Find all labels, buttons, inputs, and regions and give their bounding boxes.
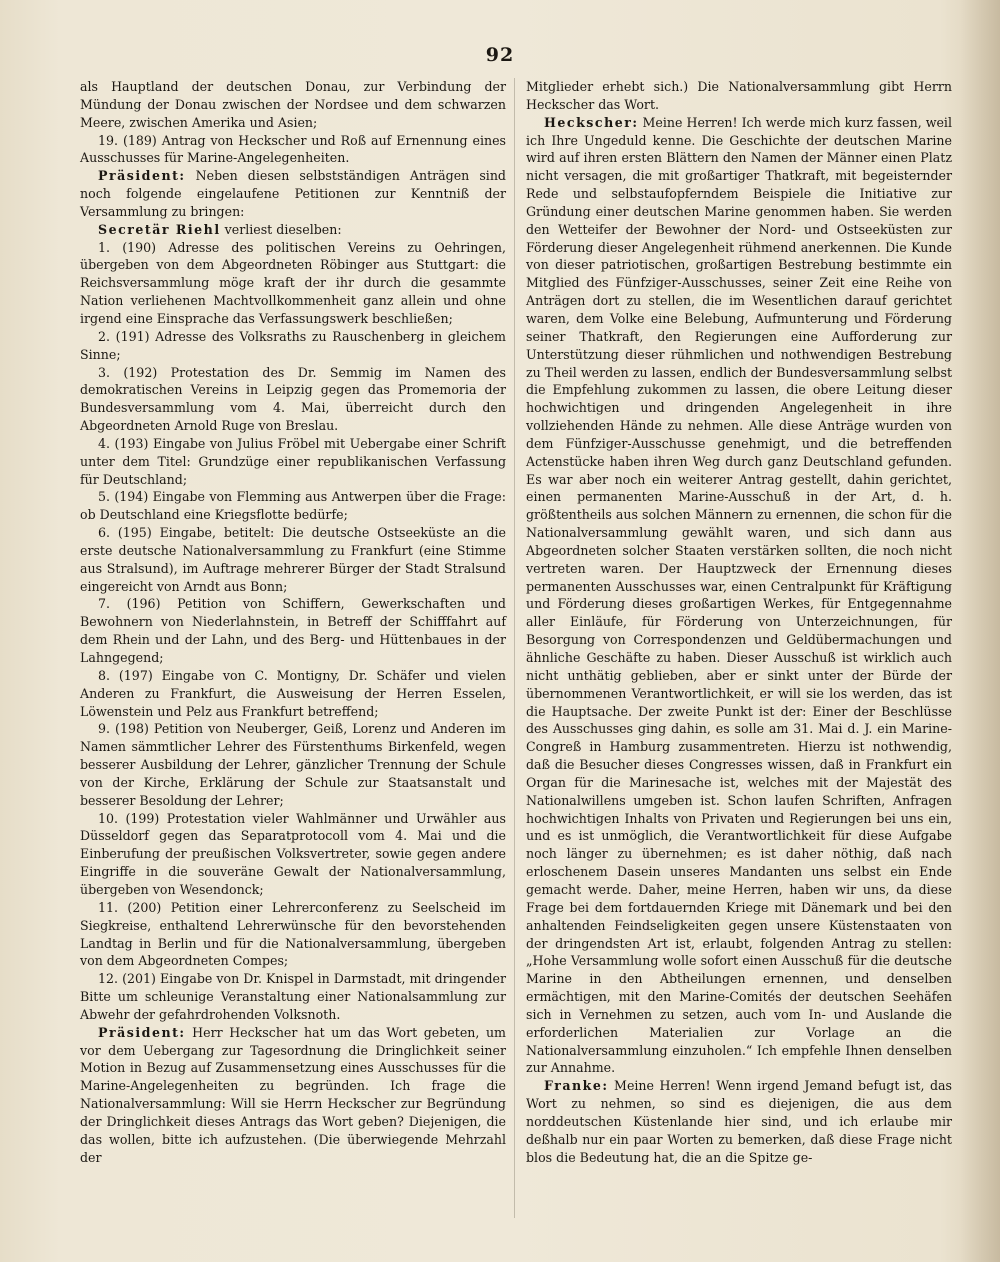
paragraph <box>80 132 506 168</box>
paragraph-text: Neben diesen selbstständigen Anträgen sind noch folgende eingelaufene Petitionen zur Kenntniß der Versammlung zu bringen: <box>80 168 506 219</box>
right-column <box>526 78 952 1166</box>
paragraph <box>80 78 506 132</box>
paragraph-text: 12. (201) Eingabe von Dr. Knispel in Darmstadt, mit dringender Bitte um schleunige Veranstaltung einer Nationalsammlung zur Abwehr der gefahrdrohenden Volksnoth. <box>80 971 506 1022</box>
paragraph-text: 6. (195) Eingabe, betitelt: Die deutsche Ostseeküste an die erste deutsche Nationalversammlung zu Frankfurt (eine Stimme aus Stralsund), im Auftrage mehrerer Bürger der Stadt Stralsund eingereicht von Arndt aus Bonn; <box>80 525 506 594</box>
paragraph <box>526 1077 952 1166</box>
paragraph-text: 3. (192) Protestation des Dr. Semmig im Namen des demokratischen Vereins in Leipzig gegen das Promemoria der Bundesversammlung vom 4. Mai, überreicht durch den Abgeordneten Arnold Ruge von Breslau. <box>80 364 506 434</box>
paragraph <box>80 810 506 899</box>
paragraph-text: 4. (193) Eingabe von Julius Fröbel mit Uebergabe einer Schrift unter dem Titel: Grundzüge einer republikanischen Verfassung für Deutschland; <box>80 435 506 487</box>
paragraph <box>80 221 506 239</box>
paragraph <box>80 364 506 435</box>
page-edge-shadow <box>960 0 1000 1262</box>
paragraph-text: 10. (199) Protestation vieler Wahlmänner und Urwähler aus Düsseldorf gegen das Separatprotocoll vom 4. Mai und die Einberufung der preußischen Volksvertreter, sowie gegen andere Eingriffe in die souveräne Gewalt der Nationalversammlung, übergeben von Wesendonck; <box>80 810 506 897</box>
paragraph <box>80 524 506 595</box>
speaker-name: Präsident: <box>98 168 186 184</box>
paragraph <box>526 114 952 1078</box>
paragraph <box>80 435 506 489</box>
paragraph <box>80 667 506 721</box>
paragraph-text: Herr Heckscher hat um das Wort gebeten, um vor dem Uebergang zur Tagesordnung die Dringlichkeit seiner Motion in Bezug auf Zusammensetzung eines Ausschusses für die Marine-Angelegenheiten zu begründen. Ich frage die Nationalversammlung: Will sie Herrn Heckscher zur Begründung der Dringlichkeit dieses Antrags das Wort geben? Diejenigen, die das wollen, bitte ich aufzustehen. (Die überwiegende Mehrzahl der <box>80 1024 506 1165</box>
paragraph-text: 19. (189) Antrag von Heckscher und Roß auf Ernennung eines Ausschusses für Marine-Angelegenheiten. <box>80 132 506 166</box>
paragraph-text: Mitglieder erhebt sich.) Die Nationalversammlung gibt Herrn Heckscher das Wort. <box>526 79 952 112</box>
paragraph <box>80 167 506 221</box>
page-number: 92 <box>485 44 515 66</box>
left-column <box>80 78 506 1166</box>
speaker-name: Präsident: <box>98 1024 186 1040</box>
paragraph-text: 11. (200) Petition einer Lehrerconferenz zu Seelscheid im Siegkreise, enthaltend Lehrerwünsche für den bevorstehenden Landtag in Berlin und für die Nationalversammlung, übergeben von dem Abgeordneten Compes; <box>80 899 506 969</box>
paragraph-text: Meine Herren! Ich werde mich kurz fassen, weil ich Ihre Ungeduld kenne. Die Geschichte der deutschen Marine wird auf ihren ersten Blättern den Namen der Männer einen Platz nicht versagen, die mit großartiger Thatkraft, mit begeisternder Rede und selbstaufopferndem Beispiele die Initiative zur Gründung einer deutschen Marine genommen haben. Sie werden den Wetteifer der Bewohner der Nord- und Ostseeküsten zur Förderung dieser Angelegenheit rühmend anerkennen. Die Kunde von dieser patriotischen, großartigen Bestrebung bestimmte ein Mitglied des Fünfziger-Ausschusses, seiner Zeit eine Reihe von Anträgen dort zu stellen, die im Wesentlichen darauf gerichtet waren, dem Volke eine Belebung, Aufmunterung und Förderung seiner Thatkraft, den Regierungen eine Aufforderung zur Unterstützung dieser rühmlichen und nothwendigen Bestrebung zu Theil werden zu lassen, endlich der Bundesversammlung selbst die Empfehlung zukommen zu lassen, die obere Leitung dieser hochwichtigen und dringenden Angelegenheit in ihre vollziehenden Hände zu nehmen. Alle diese Anträge wurden von dem Fünfziger-Ausschusse genehmigt, und die betreffenden Actenstücke haben ihren Weg durch ganz Deutschland gefunden. Es war aber noch ein weiterer Antrag gestellt, dahin gerichtet, einen permanenten Marine-Ausschuß in der Art, d. h. größtentheils aus solchen Männern zu ernennen, die schon für die Nationalversammlung gewählt waren, und sich dann aus Abgeordneten solcher Staaten verstärken sollten, die noch nicht vertreten waren. Der Hauptzweck der Ernennung dieses permanenten Ausschusses war, einen Centralpunkt für Kräftigung und Förderung dieses großartigen Werkes, für Entgegennahme aller Einläufe, für Förderung von Unterzeichnungen, für Besorgung von Correspondenzen und Geldübermachungen und ähnliche Geschäfte zu haben. Dieser Ausschuß ist wirklich auch nicht unthätig geblieben, aber er sinkt unter der Bürde der übernommenen Verantwortlichkeit, er will sie los werden, das ist die Hauptsache. Der zweite Punkt ist der: Einer der Beschlüsse des Ausschusses ging dahin, es solle am 31. Mai d. J. ein Marine-Congreß in Hamburg zusammentreten. Hierzu ist nothwendig, daß die Besucher dieses Congresses wissen, daß in Frankfurt ein Organ für die Marinesache ist, welches mit der Majestät des Nationalwillens umgeben ist. Schon laufen Schriften, Anfragen hochwichtigen Inhalts von Privaten und Regierungen bei uns ein, und es ist unmöglich, die Verantwortlichkeit für diese Aufgabe noch länger zu übernehmen; es ist daher nöthig, daß nach erloschenem Dasein unseres Mandanten uns selbst ein Ende gemacht werde. Daher, meine Herren, haben wir uns, da diese Frage bei dem fortdauernden Kriege mit Dänemark und bei den anhaltenden Feindseligkeiten gegen unsere Küstenstaaten von der dringendsten Art ist, erlaubt, folgenden Antrag zu stellen: „Hohe Versammlung wolle sofort einen Ausschuß für die deutsche Marine in den Abtheilungen ernennen, und denselben ermächtigen, mit den Marine-Comités der deutschen Seehäfen sich in Vernehmen zu setzen, auch vom In- und Auslande die erforderlichen Materialien zur Vorlage an die Nationalversammlung einzuholen.“ Ich empfehle Ihnen denselben zur Annahme. <box>526 114 952 1076</box>
paragraph <box>80 239 506 328</box>
paragraph <box>80 595 506 666</box>
paragraph-text: verliest dieselben: <box>220 221 342 237</box>
paragraph <box>526 78 952 114</box>
speaker-name: Secretär Riehl <box>98 221 221 237</box>
paragraph <box>80 720 506 809</box>
paragraph <box>80 328 506 364</box>
paragraph-text: als Hauptland der deutschen Donau, zur Verbindung der Mündung der Donau zwischen der Nordsee und dem schwarzen Meere, zwischen Amerika und Asien; <box>80 79 506 130</box>
paragraph <box>80 1024 506 1167</box>
column-divider <box>514 78 515 1218</box>
paragraph-text: 8. (197) Eingabe von C. Montigny, Dr. Schäfer und vielen Anderen zu Frankfurt, die Ausweisung der Herren Esselen, Löwenstein und Pelz aus Frankfurt betreffend; <box>80 667 506 719</box>
paragraph-text: 1. (190) Adresse des politischen Vereins zu Oehringen, übergeben von dem Abgeordneten Röbinger aus Stuttgart: die Reichsversammlung möge kraft der ihr durch die gesammte Nation verliehenen Machtvollkommenheit ganz allein und ohne irgend eine Einsprache das Verfassungswerk beschließen; <box>80 239 506 326</box>
speaker-name: Franke: <box>544 1078 609 1094</box>
paragraph <box>80 488 506 524</box>
paragraph-text: 5. (194) Eingabe von Flemming aus Antwerpen über die Frage: ob Deutschland eine Kriegsflotte bedürfe; <box>80 489 506 523</box>
paragraph-text: 7. (196) Petition von Schiffern, Gewerkschaften und Bewohnern von Niederlahnstein, in Betreff der Schifffahrt auf dem Rhein und der Lahn, und des Berg- und Hüttenbaues in der Lahngegend; <box>80 596 506 665</box>
speaker-name: Heckscher: <box>544 114 639 130</box>
paragraph-text: 9. (198) Petition von Neuberger, Geiß, Lorenz und Anderen im Namen sämmtlicher Lehrer des Fürstenthums Birkenfeld, wegen besserer Ausbildung der Lehrer, gänzlicher Trennung der Schule von der Kirche, Erklärung der Schule zur Staatsanstalt und besserer Besoldung der Lehrer; <box>80 721 506 808</box>
paragraph <box>80 899 506 970</box>
paragraph-text: Meine Herren! Wenn irgend Jemand befugt ist, das Wort zu nehmen, so sind es diejenigen, die aus dem norddeutschen Küstenlande hier sind, und ich erlaube mir deßhalb nur ein paar Worten zu bemerken, daß diese Frage nicht blos die Bedeutung hat, die an die Spitze ge- <box>526 1078 952 1165</box>
paragraph-text: 2. (191) Adresse des Volksraths zu Rauschenberg in gleichem Sinne; <box>80 328 506 362</box>
paragraph <box>80 970 506 1024</box>
